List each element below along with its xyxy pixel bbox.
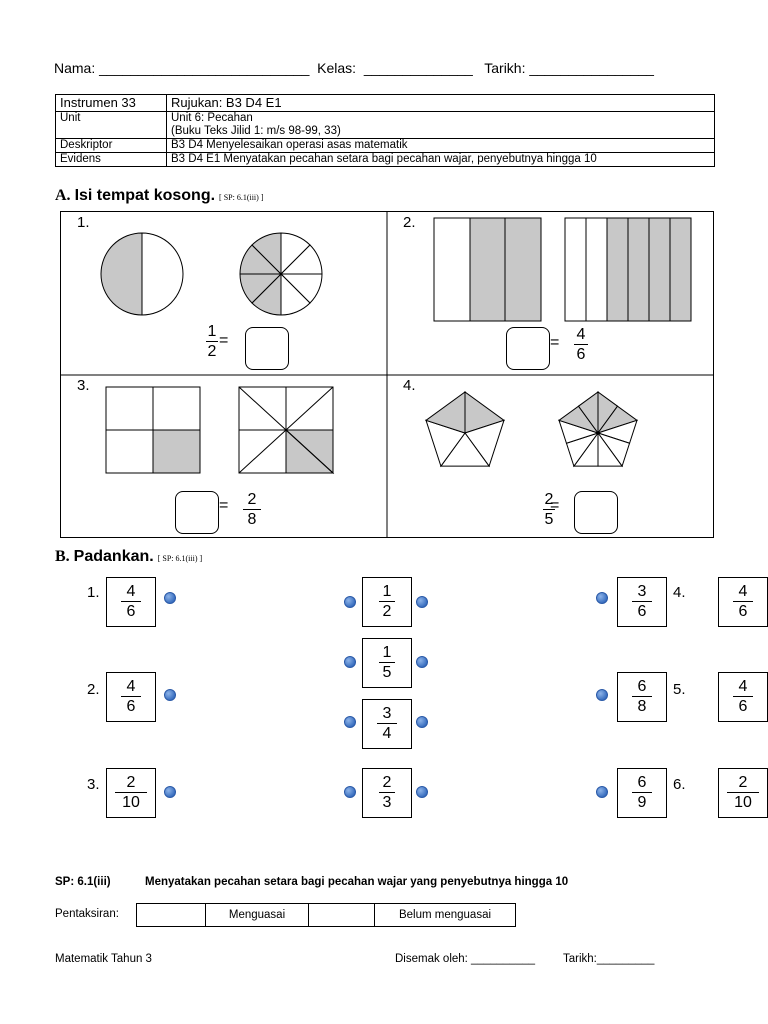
deskriptor-value: B3 D4 Menyelesaikan operasi asas matematik <box>167 139 715 153</box>
unit-value <box>167 112 715 139</box>
match-dot-middle-3-right[interactable] <box>416 716 428 728</box>
instrument-number: Instrumen 33 <box>56 95 167 112</box>
sp-description: Menyatakan pecahan setara bagi pecahan wajar yang penyebutnya hingga 10 <box>145 876 569 888</box>
match-dot-right-answer-2[interactable] <box>596 689 608 701</box>
match-left-1-number: 1. <box>87 584 100 601</box>
section-a-grid <box>60 211 714 538</box>
match-dot-middle-2-right[interactable] <box>416 656 428 668</box>
match-dot-right-answer-1[interactable] <box>596 592 608 604</box>
section-b-title <box>55 548 202 566</box>
match-right-answer-2-card: 6 8 <box>617 672 667 722</box>
section-a-title <box>55 187 263 205</box>
equals-sign: = <box>219 497 229 514</box>
equals-sign: = <box>550 334 560 351</box>
question-a1-fraction: 1 2 <box>207 323 217 360</box>
match-right-4-number: 4. <box>673 584 686 601</box>
square-quarters-figure <box>106 387 200 473</box>
circle-halves-figure <box>101 233 183 315</box>
question-a4-fraction: 2 5 <box>544 491 554 528</box>
unit-title: Unit 6: Pecahan <box>171 112 253 124</box>
instrument-info-table <box>55 94 715 167</box>
question-a2-fraction: 4 6 <box>574 326 588 363</box>
pentaksiran-label: Pentaksiran: <box>55 908 119 920</box>
match-dot-middle-4-right[interactable] <box>416 786 428 798</box>
checkbox-belum-menguasai[interactable] <box>309 904 375 927</box>
question-a1-number: 1. <box>77 214 90 231</box>
pentagon-tenths-figure <box>559 392 637 466</box>
section-a-sp: [ SP: 6.1(iii) ] <box>219 193 264 202</box>
match-right-4-card: 4 6 <box>718 577 768 627</box>
match-left-1-card: 4 6 <box>106 577 156 627</box>
rectangle-sixths-figure <box>565 218 691 321</box>
equals-sign: = <box>550 497 560 514</box>
question-a3-fraction: 2 8 <box>243 491 261 528</box>
rectangle-thirds-figure <box>434 218 541 321</box>
match-dot-right-answer-3[interactable] <box>596 786 608 798</box>
match-middle-1-card: 1 2 <box>362 577 412 627</box>
menguasai-label: Menguasai <box>206 904 309 927</box>
match-dot-middle-2-left[interactable] <box>344 656 356 668</box>
assessment-table <box>136 903 516 927</box>
answer-box-a2[interactable] <box>506 327 550 370</box>
answer-box-a1[interactable] <box>245 327 289 370</box>
match-middle-4-card: 2 3 <box>362 768 412 818</box>
student-info-line[interactable]: Nama: ___________________________ Kelas: ______________ Tarikh: ________________ <box>54 60 654 76</box>
answer-box-a3[interactable] <box>175 491 219 534</box>
match-dot-middle-1-right[interactable] <box>416 596 428 608</box>
circle-eighths-figure <box>240 233 322 315</box>
unit-textbook-ref: (Buku Teks Jilid 1: m/s 98-99, 33) <box>171 125 341 137</box>
equals-sign: = <box>219 332 229 349</box>
match-left-2-number: 2. <box>87 681 100 698</box>
subject-label: Matematik Tahun 3 <box>55 953 152 965</box>
sp-code: SP: 6.1(iii) <box>55 876 111 888</box>
section-a-heading: Isi tempat kosong. <box>74 187 216 204</box>
match-dot-left-2[interactable] <box>164 689 176 701</box>
match-left-3-card: 2 10 <box>106 768 156 818</box>
match-middle-3-card: 3 4 <box>362 699 412 749</box>
answer-box-a4[interactable] <box>574 491 618 534</box>
match-dot-middle-1-left[interactable] <box>344 596 356 608</box>
deskriptor-label: Deskriptor <box>56 139 167 153</box>
standard-pembelajaran-line <box>55 876 568 888</box>
section-a-letter: A. <box>55 187 71 204</box>
match-right-6-card: 2 10 <box>718 768 768 818</box>
match-dot-left-3[interactable] <box>164 786 176 798</box>
match-right-6-number: 6. <box>673 776 686 793</box>
match-right-answer-1-card: 3 6 <box>617 577 667 627</box>
evidens-label: Evidens <box>56 153 167 167</box>
match-dot-left-1[interactable] <box>164 592 176 604</box>
belum-menguasai-label: Belum menguasai <box>375 904 516 927</box>
unit-label: Unit <box>56 112 167 139</box>
checkbox-menguasai[interactable] <box>137 904 206 927</box>
match-right-5-card: 4 6 <box>718 672 768 722</box>
match-dot-middle-4-left[interactable] <box>344 786 356 798</box>
square-eighths-figure <box>239 387 333 473</box>
evidens-value: B3 D4 E1 Menyatakan pecahan setara bagi pecahan wajar, penyebutnya hingga 10 <box>167 153 715 167</box>
section-b-letter: B. <box>55 548 70 565</box>
question-a3-number: 3. <box>77 377 90 394</box>
section-b-sp: [ SP: 6.1(iii) ] <box>157 554 203 563</box>
disemak-oleh-field[interactable]: Disemak oleh: __________ <box>395 953 536 965</box>
match-right-answer-3-card: 6 9 <box>617 768 667 818</box>
section-b-heading: Padankan. <box>73 548 154 565</box>
pentagon-fifths-figure <box>426 392 504 466</box>
match-middle-2-card: 1 5 <box>362 638 412 688</box>
question-a2-number: 2. <box>403 214 416 231</box>
match-dot-middle-3-left[interactable] <box>344 716 356 728</box>
match-right-5-number: 5. <box>673 681 686 698</box>
footer-tarikh-field[interactable]: Tarikh:_________ <box>563 953 655 965</box>
match-left-3-number: 3. <box>87 776 100 793</box>
question-a4-number: 4. <box>403 377 416 394</box>
reference-code: Rujukan: B3 D4 E1 <box>167 95 715 112</box>
section-a-figures <box>60 211 714 538</box>
match-left-2-card: 4 6 <box>106 672 156 722</box>
